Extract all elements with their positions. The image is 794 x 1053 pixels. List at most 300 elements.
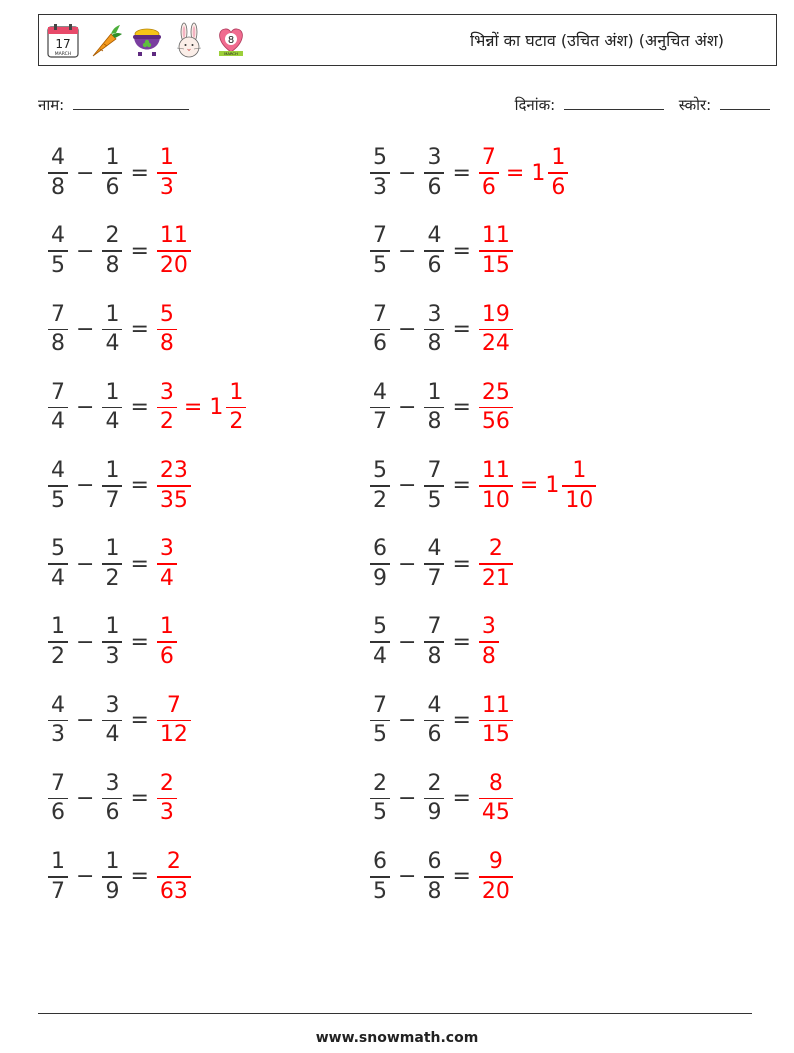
fraction-bar	[102, 876, 122, 878]
fraction	[424, 851, 444, 903]
numerator: 7	[427, 614, 442, 640]
equals-sign: =	[452, 864, 471, 890]
numerator: 11	[159, 223, 188, 249]
minus-sign: −	[76, 395, 95, 421]
numerator: 11	[481, 692, 510, 718]
mixed-fraction	[226, 379, 246, 435]
fraction	[48, 225, 68, 277]
fraction-bar	[424, 720, 444, 722]
heart-month: MARCH	[224, 51, 238, 56]
numerator: 4	[51, 692, 65, 718]
fraction	[424, 225, 444, 277]
fraction-bar	[370, 407, 390, 409]
fraction	[370, 616, 390, 668]
footer-divider	[38, 1013, 752, 1014]
numerator: 23	[159, 458, 188, 484]
fraction	[424, 538, 444, 590]
minus-sign: −	[398, 395, 417, 421]
denominator: 15	[481, 252, 510, 278]
denominator: 15	[481, 722, 510, 748]
fraction-bar	[370, 720, 390, 722]
minus-sign: −	[76, 238, 95, 264]
fraction-bar	[48, 485, 68, 487]
denominator: 2	[105, 565, 120, 591]
fraction-bar	[370, 641, 390, 643]
problem-row	[368, 221, 515, 281]
fraction-bar	[424, 329, 444, 331]
fraction	[102, 379, 122, 435]
minus-sign: −	[398, 238, 417, 264]
problem-row	[46, 143, 179, 203]
fraction	[424, 616, 444, 668]
denominator: 7	[51, 878, 65, 904]
minus-sign: −	[398, 786, 417, 812]
fraction-bar	[48, 250, 68, 252]
denominator: 6	[159, 643, 174, 669]
fraction-bar	[562, 485, 596, 487]
minus-sign: −	[76, 473, 95, 499]
numerator: 5	[159, 301, 174, 327]
equals-sign: =	[505, 160, 525, 186]
score-label: स्कोर:	[678, 96, 712, 114]
denominator: 45	[481, 800, 510, 826]
numerator: 7	[166, 692, 181, 718]
mixed-whole: 1	[209, 395, 224, 421]
numerator: 7	[373, 692, 387, 718]
denominator: 5	[373, 252, 387, 278]
numerator: 2	[159, 770, 174, 796]
equals-sign: =	[452, 238, 471, 264]
numerator: 2	[166, 849, 181, 875]
numerator: 2	[105, 223, 120, 249]
problem-row	[368, 299, 515, 359]
fraction-bar	[370, 485, 390, 487]
numerator: 6	[373, 849, 387, 875]
fraction	[370, 538, 390, 590]
fraction-bar	[48, 798, 68, 800]
fraction-bar	[157, 641, 177, 643]
denominator: 5	[373, 722, 387, 748]
problem-row	[46, 378, 248, 438]
fraction	[102, 225, 122, 277]
fraction-bar	[479, 720, 513, 722]
fraction	[157, 301, 177, 357]
numerator: 5	[51, 536, 65, 562]
fraction-bar	[424, 563, 444, 565]
numerator: 11	[481, 458, 510, 484]
denominator: 35	[159, 487, 188, 513]
fraction	[157, 692, 191, 748]
fraction	[157, 225, 191, 277]
numerator: 3	[427, 145, 442, 171]
denominator: 3	[159, 800, 174, 826]
fraction	[479, 770, 513, 826]
numerator: 1	[105, 536, 120, 562]
fraction	[370, 460, 390, 512]
fraction-bar	[157, 720, 191, 722]
equals-sign: =	[452, 473, 471, 499]
denominator: 63	[159, 878, 188, 904]
fraction-bar	[370, 876, 390, 878]
numerator: 1	[427, 379, 442, 405]
fraction	[479, 460, 513, 512]
denominator: 9	[427, 800, 442, 826]
problem-row	[368, 769, 515, 829]
fraction-bar	[157, 329, 177, 331]
denominator: 8	[51, 174, 65, 200]
numerator: 7	[481, 145, 496, 171]
heart-day: 8	[227, 35, 235, 46]
fraction	[424, 379, 444, 435]
fraction	[48, 538, 68, 590]
denominator: 6	[105, 800, 120, 826]
fraction	[479, 301, 513, 357]
minus-sign: −	[76, 786, 95, 812]
numerator: 25	[481, 379, 510, 405]
numerator: 1	[105, 301, 120, 327]
minus-sign: −	[398, 473, 417, 499]
minus-sign: −	[398, 316, 417, 342]
fraction	[48, 147, 68, 199]
numerator: 5	[373, 145, 387, 171]
fraction	[424, 692, 444, 748]
fraction-bar	[48, 641, 68, 643]
denominator: 10	[565, 487, 594, 513]
fraction-bar	[424, 798, 444, 800]
minus-sign: −	[76, 864, 95, 890]
equals-sign: =	[130, 551, 149, 577]
fraction-bar	[479, 563, 513, 565]
denominator: 5	[51, 252, 65, 278]
fraction-bar	[48, 407, 68, 409]
equals-sign: =	[130, 786, 149, 812]
worksheet-header	[38, 14, 777, 66]
denominator: 56	[481, 409, 510, 435]
fraction-bar	[370, 172, 390, 174]
equals-sign: =	[130, 707, 149, 733]
equals-sign: =	[130, 864, 149, 890]
numerator: 1	[159, 614, 174, 640]
denominator: 2	[373, 487, 387, 513]
fraction	[370, 147, 390, 199]
denominator: 6	[105, 174, 120, 200]
fraction	[479, 851, 513, 903]
denominator: 3	[159, 174, 174, 200]
numerator: 7	[51, 301, 65, 327]
numerator: 4	[51, 145, 65, 171]
fraction-bar	[102, 720, 122, 722]
fraction-bar	[157, 876, 191, 878]
fraction	[424, 770, 444, 826]
fraction-bar	[102, 798, 122, 800]
denominator: 6	[481, 174, 496, 200]
denominator: 8	[105, 252, 120, 278]
mixed-whole: 1	[531, 160, 546, 186]
pot-of-gold-icon	[129, 22, 165, 60]
problem-row	[46, 299, 179, 359]
fraction	[479, 616, 499, 668]
numerator: 7	[373, 223, 387, 249]
fraction-bar	[102, 407, 122, 409]
denominator: 6	[427, 252, 442, 278]
denominator: 5	[373, 800, 387, 826]
denominator: 8	[481, 643, 496, 669]
numerator: 3	[159, 379, 174, 405]
fraction-bar	[157, 250, 191, 252]
score-blank[interactable]	[720, 95, 770, 110]
denominator: 3	[105, 643, 120, 669]
equals-sign: =	[452, 395, 471, 421]
denominator: 3	[373, 174, 387, 200]
fraction	[370, 692, 390, 748]
denominator: 24	[481, 331, 510, 357]
numerator: 9	[488, 849, 503, 875]
fraction	[424, 147, 444, 199]
fraction	[479, 379, 513, 435]
denominator: 7	[105, 487, 120, 513]
numerator: 4	[51, 458, 65, 484]
fraction	[479, 225, 513, 277]
numerator: 6	[427, 849, 442, 875]
problem-row	[46, 612, 179, 672]
fraction	[102, 147, 122, 199]
calendar-month: MARCH	[54, 52, 72, 57]
numerator: 7	[51, 379, 65, 405]
minus-sign: −	[398, 160, 417, 186]
problem-row	[46, 847, 193, 907]
numerator: 1	[105, 614, 120, 640]
numerator: 2	[488, 536, 503, 562]
numerator: 4	[427, 692, 442, 718]
fraction-bar	[157, 798, 177, 800]
minus-sign: −	[76, 707, 95, 733]
numerator: 4	[427, 223, 442, 249]
fraction-bar	[102, 172, 122, 174]
fraction-bar	[479, 407, 513, 409]
numerator: 11	[481, 223, 510, 249]
denominator: 8	[427, 878, 442, 904]
fraction	[424, 301, 444, 357]
fraction-bar	[479, 798, 513, 800]
bunny-icon	[171, 22, 207, 60]
fraction-bar	[48, 720, 68, 722]
minus-sign: −	[76, 629, 95, 655]
footer-website: www.snowmath.com	[315, 1030, 479, 1046]
denominator: 4	[105, 722, 120, 748]
denominator: 21	[481, 565, 510, 591]
fraction	[48, 692, 68, 748]
fraction	[48, 616, 68, 668]
fraction	[479, 538, 513, 590]
date-score-field	[515, 95, 770, 115]
fraction	[157, 851, 191, 903]
denominator: 4	[105, 409, 120, 435]
denominator: 7	[427, 565, 442, 591]
date-blank[interactable]	[564, 95, 664, 110]
denominator: 8	[427, 331, 442, 357]
denominator: 8	[51, 331, 65, 357]
fraction-bar	[157, 407, 177, 409]
numerator: 1	[105, 458, 120, 484]
equals-sign: =	[452, 707, 471, 733]
denominator: 2	[159, 409, 174, 435]
fraction-bar	[424, 485, 444, 487]
fraction	[479, 147, 499, 199]
denominator: 12	[159, 722, 188, 748]
denominator: 6	[51, 800, 65, 826]
fraction-bar	[102, 641, 122, 643]
numerator: 4	[51, 223, 65, 249]
fraction-bar	[424, 876, 444, 878]
fraction-bar	[424, 250, 444, 252]
denominator: 9	[373, 565, 387, 591]
problem-row	[368, 456, 598, 516]
denominator: 10	[481, 487, 510, 513]
fraction-bar	[48, 563, 68, 565]
fraction-bar	[370, 798, 390, 800]
denominator: 3	[51, 722, 65, 748]
equals-sign: =	[130, 395, 149, 421]
denominator: 20	[481, 878, 510, 904]
fraction-bar	[548, 172, 568, 174]
fraction	[102, 851, 122, 903]
denominator: 5	[427, 487, 442, 513]
fraction-bar	[370, 329, 390, 331]
fraction	[157, 538, 177, 590]
denominator: 5	[51, 487, 65, 513]
numerator: 3	[105, 770, 120, 796]
numerator: 1	[229, 379, 244, 405]
fraction	[479, 692, 513, 748]
fraction	[370, 851, 390, 903]
minus-sign: −	[76, 160, 95, 186]
problem-row	[368, 690, 515, 750]
fraction	[48, 379, 68, 435]
numerator: 7	[51, 770, 65, 796]
denominator: 4	[105, 331, 120, 357]
fraction	[48, 301, 68, 357]
fraction-bar	[157, 172, 177, 174]
fraction	[102, 460, 122, 512]
denominator: 6	[551, 174, 566, 200]
numerator: 4	[427, 536, 442, 562]
worksheet-title: भिन्नों का घटाव (उचित अंश) (अनुचित अंश)	[469, 31, 724, 50]
equals-sign: =	[452, 316, 471, 342]
denominator: 8	[427, 409, 442, 435]
equals-sign: =	[183, 395, 203, 421]
fraction-bar	[479, 250, 513, 252]
denominator: 20	[159, 252, 188, 278]
fraction-bar	[479, 172, 499, 174]
equals-sign: =	[519, 473, 539, 499]
problem-row	[368, 612, 501, 672]
numerator: 3	[481, 614, 496, 640]
fraction-bar	[102, 563, 122, 565]
mixed-fraction	[562, 460, 596, 512]
problem-row	[368, 534, 515, 594]
numerator: 3	[427, 301, 442, 327]
problem-row	[46, 769, 179, 829]
equals-sign: =	[130, 238, 149, 264]
fraction	[48, 460, 68, 512]
denominator: 4	[51, 565, 65, 591]
denominator: 4	[373, 643, 387, 669]
fraction-bar	[48, 329, 68, 331]
numerator: 3	[105, 692, 120, 718]
fraction	[370, 225, 390, 277]
fraction-bar	[479, 329, 513, 331]
problem-row	[368, 378, 515, 438]
fraction	[157, 379, 177, 435]
numerator: 1	[51, 849, 65, 875]
equals-sign: =	[452, 160, 471, 186]
header-icons	[45, 21, 249, 61]
equals-sign: =	[130, 316, 149, 342]
fraction	[102, 301, 122, 357]
fraction-bar	[102, 329, 122, 331]
date-label: दिनांक:	[514, 96, 556, 114]
numerator: 1	[572, 458, 587, 484]
minus-sign: −	[76, 551, 95, 577]
equals-sign: =	[130, 160, 149, 186]
denominator: 6	[427, 174, 442, 200]
equals-sign: =	[452, 629, 471, 655]
fraction	[157, 616, 177, 668]
minus-sign: −	[398, 629, 417, 655]
fraction	[157, 147, 177, 199]
fraction-bar	[479, 876, 513, 878]
problem-row	[368, 143, 570, 203]
fraction	[102, 616, 122, 668]
numerator: 3	[159, 536, 174, 562]
fraction-bar	[479, 485, 513, 487]
name-blank[interactable]	[73, 95, 189, 110]
numerator: 2	[427, 770, 442, 796]
mixed-fraction	[548, 147, 568, 199]
denominator: 7	[373, 409, 387, 435]
fraction	[157, 460, 191, 512]
problem-row	[46, 690, 193, 750]
fraction	[157, 770, 177, 826]
mixed-whole: 1	[545, 473, 560, 499]
numerator: 19	[481, 301, 510, 327]
problem-row	[46, 456, 193, 516]
fraction-bar	[157, 485, 191, 487]
numerator: 2	[373, 770, 387, 796]
denominator: 8	[159, 331, 174, 357]
fraction-bar	[370, 563, 390, 565]
heart-8-march-icon	[213, 22, 249, 60]
fraction	[48, 770, 68, 826]
problem-row	[46, 221, 193, 281]
fraction-bar	[479, 641, 499, 643]
numerator: 6	[373, 536, 387, 562]
fraction	[370, 770, 390, 826]
numerator: 4	[373, 379, 387, 405]
name-label: नाम:	[38, 96, 65, 114]
numerator: 7	[427, 458, 442, 484]
fraction	[48, 851, 68, 903]
problem-row	[46, 534, 179, 594]
denominator: 6	[373, 331, 387, 357]
numerator: 1	[51, 614, 65, 640]
fraction	[102, 692, 122, 748]
fraction	[370, 301, 390, 357]
fraction	[424, 460, 444, 512]
equals-sign: =	[452, 551, 471, 577]
fraction-bar	[424, 172, 444, 174]
minus-sign: −	[398, 707, 417, 733]
